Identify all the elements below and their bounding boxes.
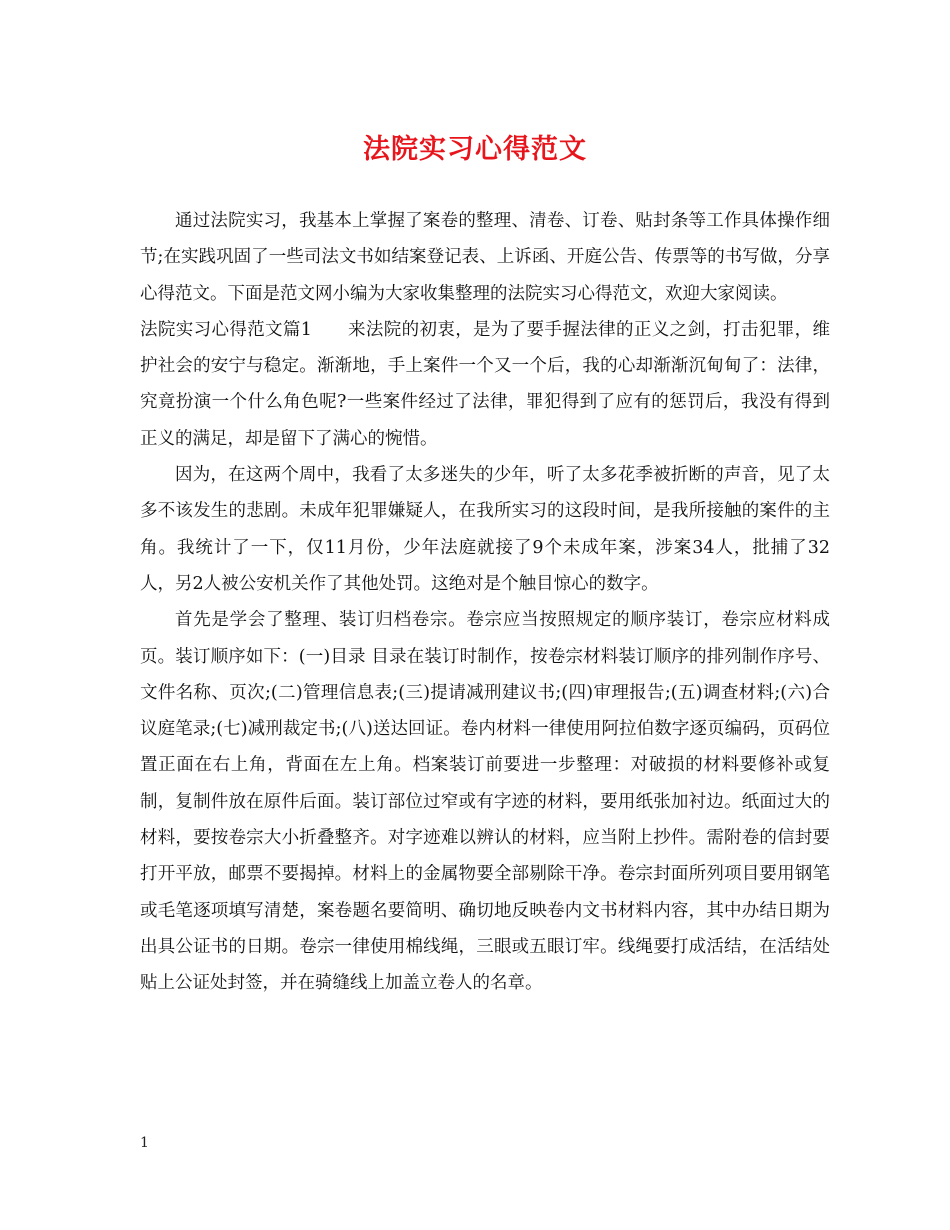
article-paragraph-3: 首先是学会了整理、装订归档卷宗。卷宗应当按照规定的顺序装订，卷宗应材料成页。装订顺序如下：(一)目录 目录在装订时制作，按卷宗材料装订顺序的排列制作序号、文件名称、页次;(二)管理信息表;(三)提请减刑建议书;(四)审理报告;(五)调查材料;(六)合议庭笔录;(七)减刑裁定书;(八)送达回证。卷内材料一律使用阿拉伯数字逐页编码，页码位置正面在右上角，背面在左上角。档案装订前要进一步整理：对破损的材料要修补或复制，复制件放在原件后面。装订部位过窄或有字迹的材料，要用纸张加衬边。纸面过大的材料，要按卷宗大小折叠整齐。对字迹难以辨认的材料，应当附上抄件。需附卷的信封要打开平放，邮票不要揭掉。材料上的金属物要全部剔除干净。卷宗封面所列项目要用钢笔或毛笔逐项填写清楚，案卷题名要简明、确切地反映卷内文书材料内容，其中办结日期为出具公证书的日期。卷宗一律使用棉线绳，三眼或五眼订牢。线绳要打成活结，在活结处贴上公证处封签，并在骑缝线上加盖立卷人的名章。 — [140, 610, 830, 994]
document-title: 法院实习心得范文 — [363, 134, 587, 165]
document-body — [140, 203, 830, 1002]
intro-paragraph: 通过法院实习，我基本上掌握了案卷的整理、清卷、订卷、贴封条等工作具体操作细节;在实践巩固了一些司法文书如结案登记表、上诉函、开庭公告、传票等的书写做，分享心得范文。下面是范文网小编为大家收集整理的法院实习心得范文，欢迎大家阅读。 — [140, 211, 830, 304]
page-number: 1 — [140, 1135, 149, 1151]
article-paragraph-2: 因为，在这两个周中，我看了太多迷失的少年，听了太多花季被折断的声音，见了太多不该发生的悲剧。未成年犯罪嫌疑人，在我所实习的这段时间，是我所接触的案件的主角。我统计了一下，仅11月份，少年法庭就接了9个未成年案，涉案34人，批捕了32人，另2人被公安机关作了其他处罚。这绝对是个触目惊心的数字。 — [140, 465, 830, 594]
article-paragraph-1: 法院实习心得范文篇1 来法院的初衷，是为了要手握法律的正义之剑，打击犯罪，维护社会的安宁与稳定。渐渐地，手上案件一个又一个后，我的心却渐渐沉甸甸了：法律，究竟扮演一个什么角色呢?一些案件经过了法律，罪犯得到了应有的惩罚后，我没有得到正义的满足，却是留下了满心的惋惜。 — [140, 319, 830, 449]
